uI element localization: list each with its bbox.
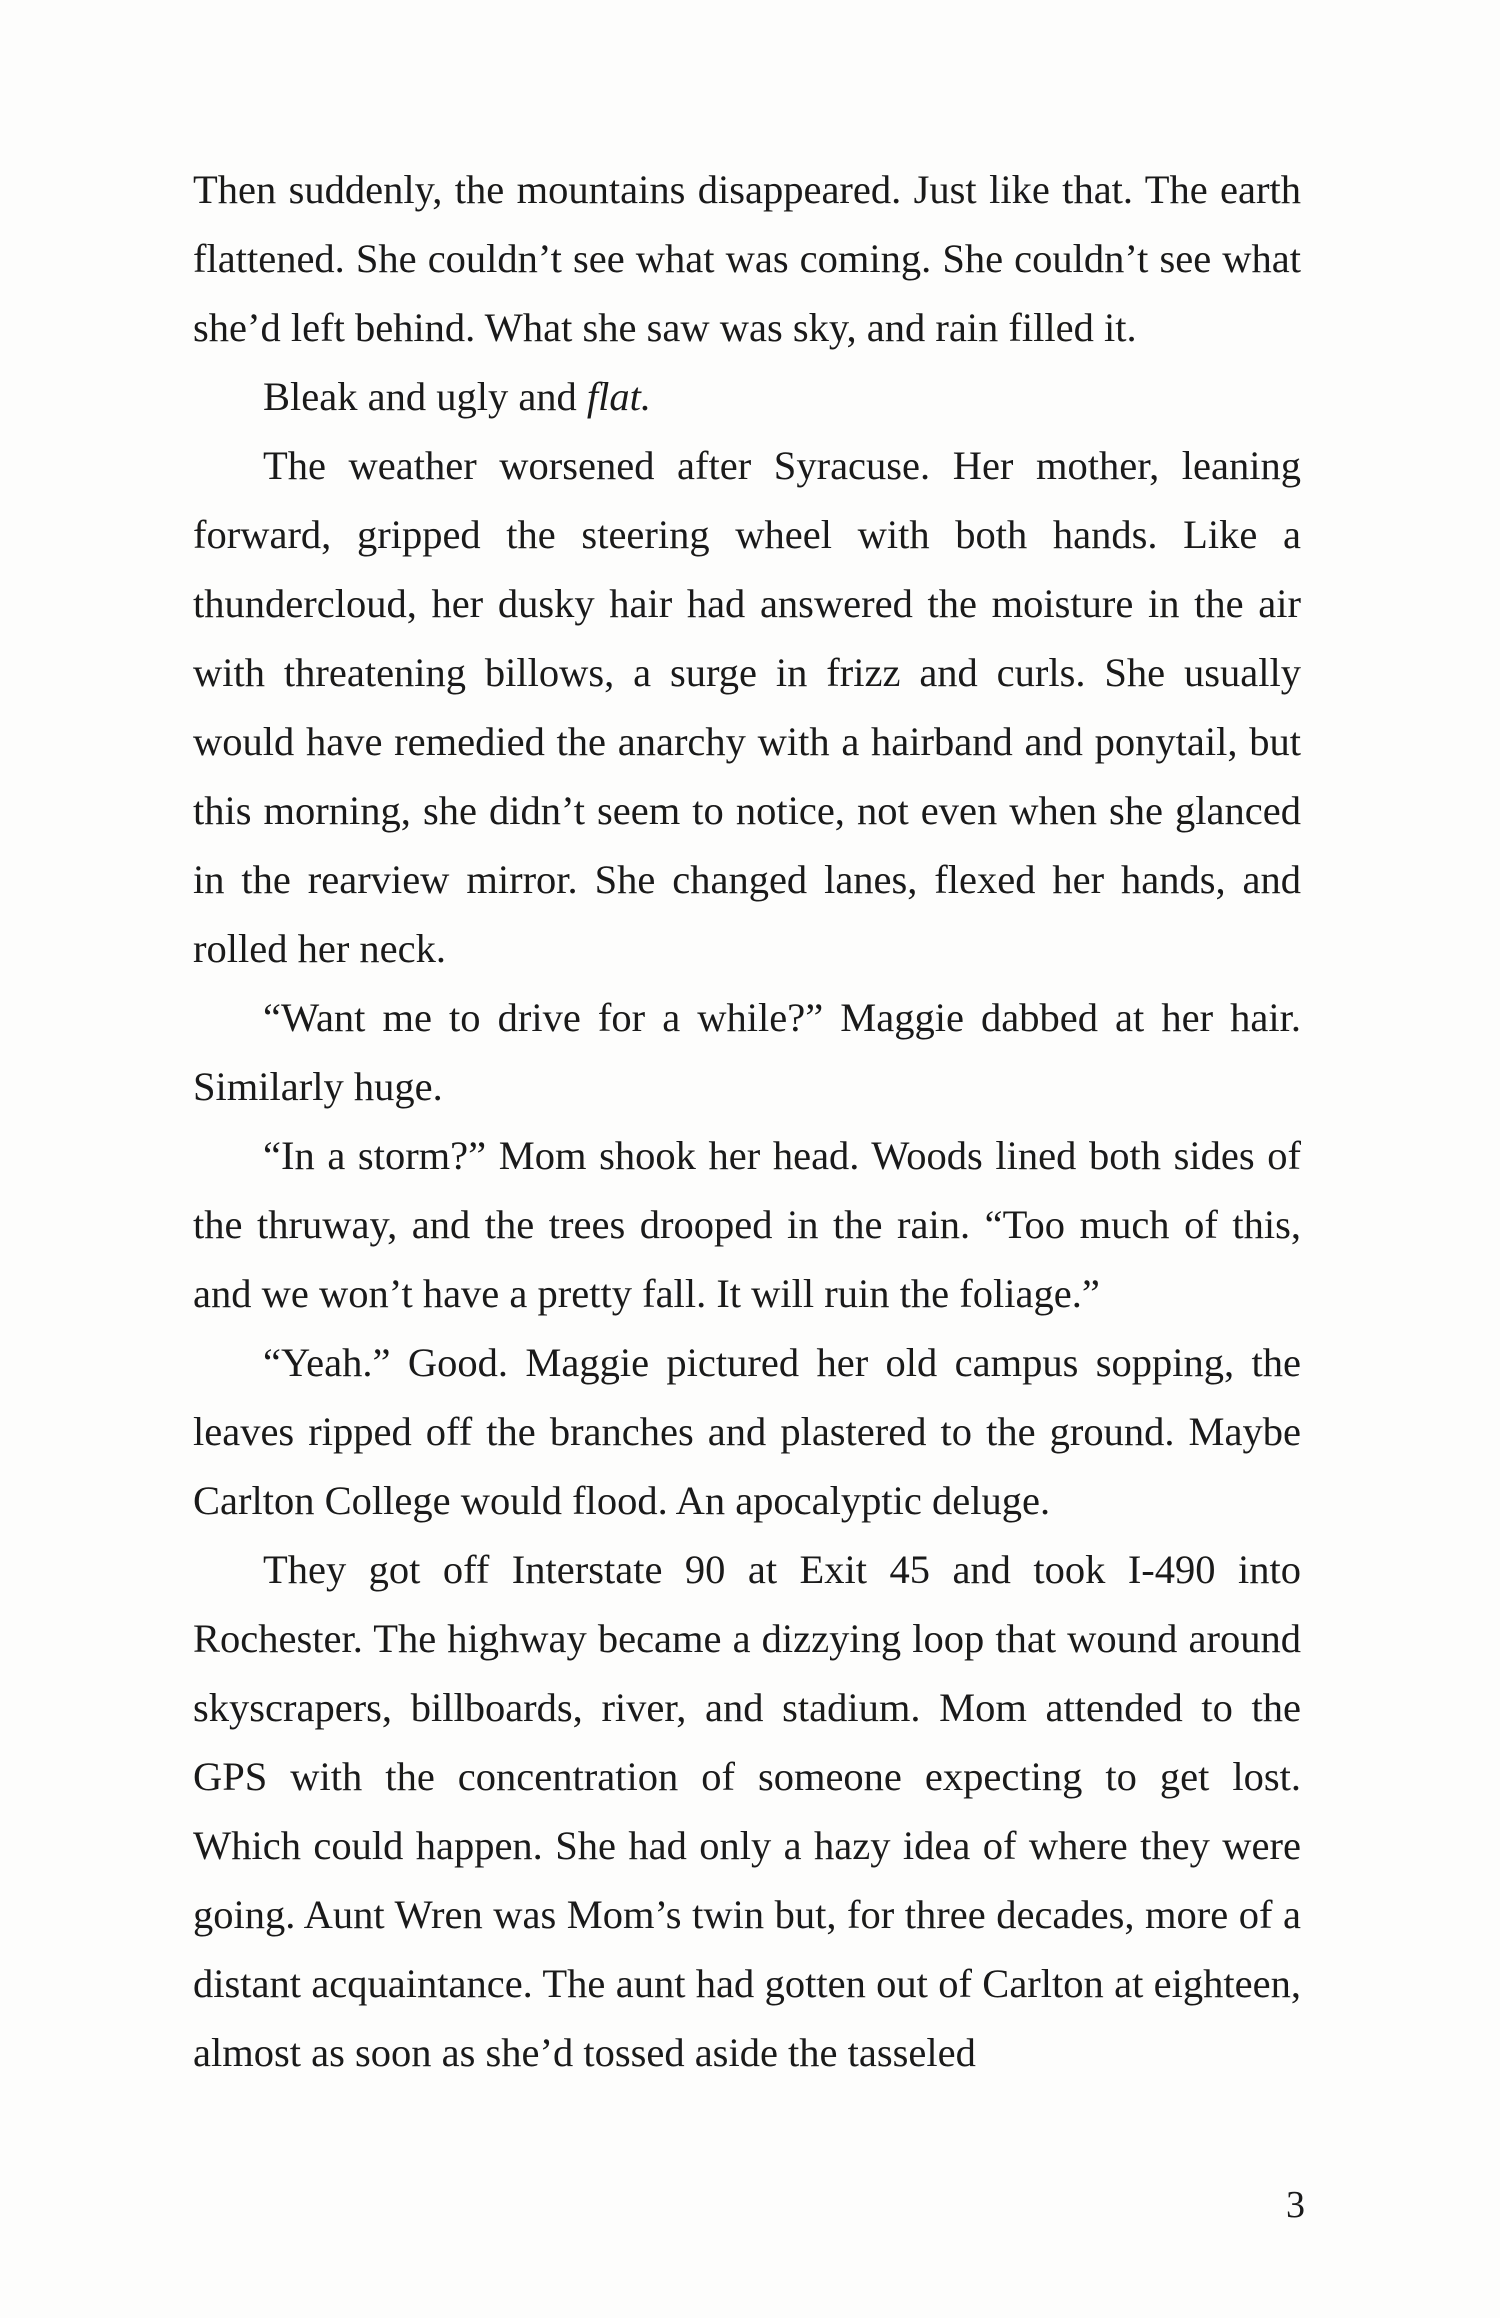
body-text bbox=[193, 155, 1301, 2087]
paragraph-3: The weather worsened after Syracuse. Her mother, leaning forward, gripped the steering wheel with both hands. Like a thundercloud, her dusky hair had answered the moisture in the air with threatening billows, a surge in frizz and curls. She usually would have remedied the anarchy with a hairband and ponytail, but this morning, she didn’t seem to notice, not even when she glanced in the rearview mirror. She changed lanes, flexed her hands, and rolled her neck. bbox=[193, 443, 1301, 971]
page-number: 3 bbox=[1286, 2184, 1305, 2226]
paragraph-6: “Yeah.” Good. Maggie pictured her old campus sopping, the leaves ripped off the branches and plastered to the ground. Maybe Carlton College would flood. An apocalyptic deluge. bbox=[193, 1340, 1301, 1523]
paragraph-4: “Want me to drive for a while?” Maggie dabbed at her hair. Similarly huge. bbox=[193, 995, 1301, 1109]
paragraph-7: They got off Interstate 90 at Exit 45 and took I-490 into Rochester. The highway became a dizzying loop that wound around skyscrapers, billboards, river, and stadium. Mom attended to the GPS with the concentration of someone expecting to get lost. Which could happen. She had only a hazy idea of where they were going. Aunt Wren was Mom’s twin but, for three decades, more of a distant acquaintance. The aunt had gotten out of Carlton at eighteen, almost as soon as she’d tossed aside the tasseled bbox=[193, 1547, 1301, 2075]
paragraph-5: “In a storm?” Mom shook her head. Woods lined both sides of the thruway, and the trees drooped in the rain. “Too much of this, and we won’t have a pretty fall. It will ruin the foliage.” bbox=[193, 1133, 1301, 1316]
paragraph-2-italic: flat. bbox=[586, 374, 652, 419]
paragraph-2-text: Bleak and ugly and bbox=[263, 374, 587, 419]
paragraph-2 bbox=[193, 362, 1301, 431]
paragraph-1: Then suddenly, the mountains disappeared. Just like that. The earth flattened. She couldn’t see what was coming. She couldn’t see what she’d left behind. What she saw was sky, and rain filled it. bbox=[193, 167, 1301, 350]
